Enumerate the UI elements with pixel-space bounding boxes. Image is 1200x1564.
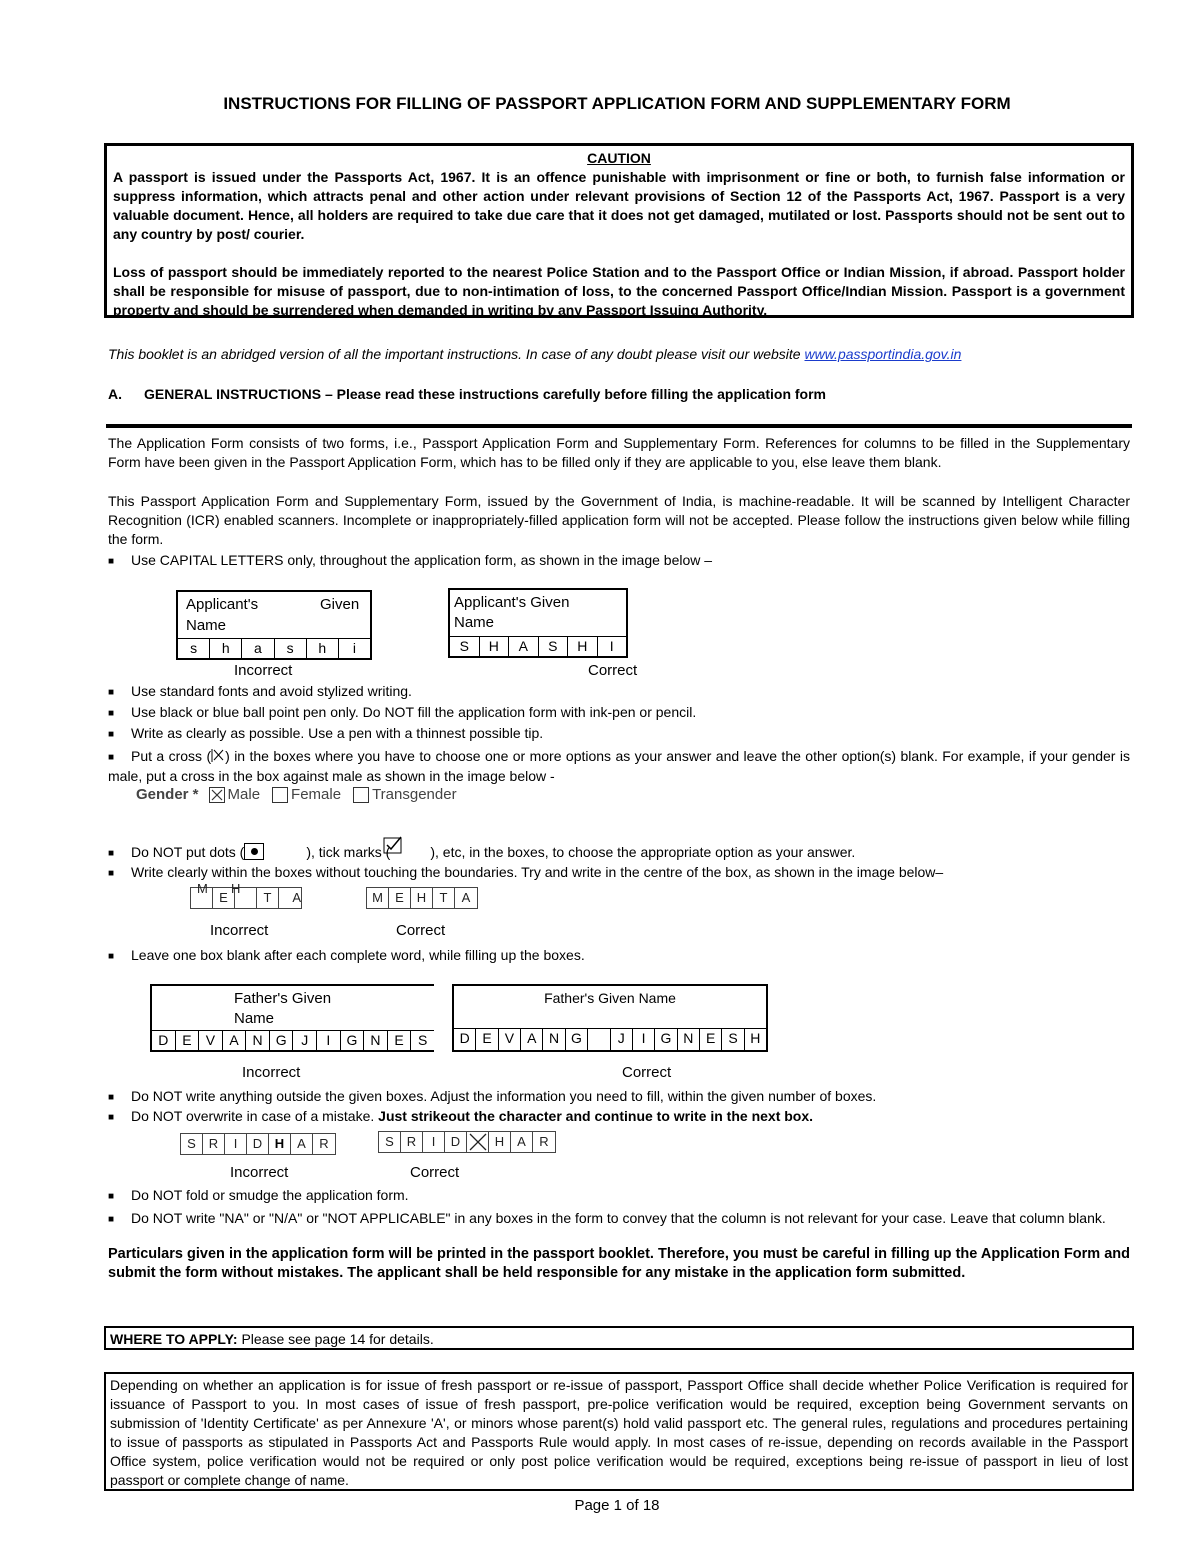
where-to-apply-box <box>104 1326 1134 1350</box>
letter-cell: J <box>293 1031 317 1050</box>
sample-label: Father's Given <box>234 990 332 1007</box>
note-text: This booklet is an abridged version of all the important instructions. In case of any doubt please visit our website <box>108 346 805 362</box>
overwritten-letter-cell: H <box>269 1134 291 1154</box>
bullet-write-clearly: ■ Write as clearly as possible. Use a pen with a thinnest possible tip. <box>108 725 544 741</box>
mehta-correct-sample <box>366 887 478 909</box>
website-link[interactable]: www.passportindia.gov.in <box>804 346 962 362</box>
bullet-text: Leave one box blank after each complete word, while filling up the boxes. <box>131 947 585 963</box>
bullet-leave-blank: ■ Leave one box blank after each complete word, while filling up the boxes. <box>108 947 585 963</box>
bullet-text: Do NOT put dots ( <box>131 844 245 860</box>
letter-cell: D <box>152 1031 176 1050</box>
transgender-checkbox-icon <box>353 787 369 803</box>
bullet-text-bold: Just strikeout the character and continue to write in the next box. <box>378 1108 814 1124</box>
letter-cell: I <box>225 1134 247 1154</box>
divider <box>106 424 1132 428</box>
bullet-text: ), tick marks ( <box>306 844 391 860</box>
letter-cell: H <box>489 1132 511 1152</box>
bullet-outside-boxes: ■ Do NOT write anything outside the given boxes. Adjust the information you need to fill, within the given number of boxes. <box>108 1088 877 1104</box>
cross-box-icon <box>211 747 225 763</box>
letter-cell: R <box>401 1132 423 1152</box>
letter-cell: S <box>181 1134 203 1154</box>
page-title: INSTRUCTIONS FOR FILLING OF PASSPORT APPLICATION FORM AND SUPPLEMENTARY FORM <box>223 94 1011 113</box>
letter-cell <box>588 1029 610 1050</box>
sample-label: Given <box>320 596 360 613</box>
letter-cell: A <box>292 890 301 905</box>
letter-cell: E <box>388 1031 412 1050</box>
letter-cell: R <box>203 1134 225 1154</box>
correct-caption: Correct <box>588 662 638 679</box>
letter-cell: M <box>197 881 208 896</box>
father-name-correct-sample <box>452 984 768 1052</box>
letter-cell: A <box>461 890 471 905</box>
letter-cell: I <box>317 1031 341 1050</box>
correct-caption: Correct <box>410 1164 460 1181</box>
letter-cell: I <box>633 1029 655 1050</box>
letter-cell: A <box>223 1031 247 1050</box>
incorrect-caption: Incorrect <box>210 922 269 939</box>
caution-paragraph-2: Loss of passport should be immediately reported to the nearest Police Station and to the Passport Office or Indian Mission, if abroad. Passport holder shall be responsible for misuse of passport, due to non-intimation of loss, to the concerned Passport Office/Indian Mission. Passport is a government property and should be surrendered when demanded in writing by any Passport Issuing Authority. <box>113 264 1125 318</box>
sample-label: Name <box>454 614 495 631</box>
letter-cell: S <box>450 637 480 656</box>
letter-cell: N <box>364 1031 388 1050</box>
correct-caption: Correct <box>396 922 446 939</box>
letter-cell: H <box>411 888 433 908</box>
letter-cell: s <box>178 639 210 658</box>
sample-label: Father's Given Name <box>544 990 676 1006</box>
male-checkbox-crossed-icon <box>209 787 225 803</box>
letter-cell: h <box>307 639 339 658</box>
letter-cell: T <box>257 888 279 908</box>
incorrect-caption: Incorrect <box>230 1164 289 1181</box>
gender-label: Gender * <box>136 786 199 803</box>
letter-cell: D <box>247 1134 269 1154</box>
letter-cell: D <box>454 1029 476 1050</box>
section-letter: A. <box>108 386 122 402</box>
letter-cell: D <box>445 1132 467 1152</box>
letter-cell: s <box>275 639 307 658</box>
caution-box <box>104 143 1134 318</box>
booklet-note <box>108 346 961 362</box>
caution-paragraph-1: A passport is issued under the Passports Act, 1967. It is an offence punishable with imprisonment or fine or both, to furnish false information or suppress information, which attracts penal and other action under relevant provisions of Section 12 of the Passports Act, 1967. Passport is a very valuable document. Hence, all holders are required to take due care that it does not get damaged, mutilated or lost. Passports should not be sent out to any country by post/ courier. <box>113 169 1125 242</box>
letter-cell: V <box>199 1031 223 1050</box>
letter-cell: N <box>246 1031 270 1050</box>
tick-box-icon <box>383 836 403 854</box>
section-a-heading <box>108 386 826 402</box>
female-checkbox-icon <box>272 787 288 803</box>
letter-cell: J <box>611 1029 633 1050</box>
bullet-text: Write as clearly as possible. Use a pen with a thinnest possible tip. <box>131 725 544 741</box>
where-to-apply-text: Please see page 14 for details. <box>237 1331 434 1347</box>
bullet-no-na: ■ Do NOT write "NA" or "N/A" or "NOT APPLICABLE" in any boxes in the form to convey that the column is not relevant for your case. Leave that column blank. <box>108 1210 1106 1226</box>
incorrect-caption: Incorrect <box>234 662 293 679</box>
letter-cell: E <box>389 888 411 908</box>
correct-caption: Correct <box>622 1064 672 1081</box>
section-subtitle: – Please read these instructions carefully before filling the application form <box>321 386 827 402</box>
letter-cell: H <box>480 637 510 656</box>
father-name-incorrect-sample <box>150 984 434 1052</box>
transgender-label: Transgender <box>372 786 457 803</box>
letter-cell: A <box>509 637 539 656</box>
letter-cell: a <box>242 639 274 658</box>
letter-cell: V <box>499 1029 521 1050</box>
letter-cell: A <box>521 1029 543 1050</box>
letter-cell: M <box>367 888 389 908</box>
letter-cell: E <box>176 1031 200 1050</box>
bullet-text: Do NOT fold or smudge the application form. <box>131 1187 409 1203</box>
dot-box-icon <box>244 843 264 860</box>
letter-cell: G <box>655 1029 677 1050</box>
sridhar-incorrect-sample <box>180 1133 336 1155</box>
letter-cell: G <box>566 1029 588 1050</box>
bullet-text: Put a cross ( <box>131 748 212 764</box>
bullet-text: Do NOT write anything outside the given boxes. Adjust the information you need to fill, within the given number of boxes. <box>131 1088 877 1104</box>
letter-cell: E <box>700 1029 722 1050</box>
letter-cell: E <box>476 1029 498 1050</box>
correct-letter-cells <box>454 1028 766 1050</box>
bullet-text: ), etc, in the boxes, to choose the appropriate option as your answer. <box>430 844 856 860</box>
sample-label: Applicant's <box>186 596 259 613</box>
letter-cell: H <box>568 637 598 656</box>
bullet-text: Use standard fonts and avoid stylized writing. <box>131 683 412 699</box>
where-to-apply-label: WHERE TO APPLY: <box>110 1331 238 1347</box>
sridhar-correct-sample <box>378 1131 556 1153</box>
bullet-no-fold: ■ Do NOT fold or smudge the application form. <box>108 1187 409 1203</box>
bullet-text: Write clearly within the boxes without touching the boundaries. Try and write in the centre of the box, as shown in the image below– <box>131 864 944 880</box>
letter-cell: N <box>543 1029 565 1050</box>
bullet-ball-point-pen: ■ Use black or blue ball point pen only. Do NOT fill the application form with ink-pen or pencil. <box>108 704 697 720</box>
letter-cell: H <box>231 881 241 896</box>
sample-label: Name <box>186 617 227 634</box>
letter-cell: h <box>210 639 242 658</box>
bullet-text: Do NOT write "NA" or "N/A" or "NOT APPLICABLE" in any boxes in the form to convey that the column is not relevant for your case. Leave that column blank. <box>131 1210 1106 1226</box>
bullet-standard-fonts: ■ Use standard fonts and avoid stylized writing. <box>108 683 412 699</box>
letter-cell: A <box>291 1134 313 1154</box>
bullet-text: ) in the boxes where you have to choose one or more options as your answer and leave the other option(s) blank. For example, if your gender is male, put a cross in the box against male as shown in the image below - <box>108 748 1130 784</box>
correct-letter-cells <box>450 636 626 656</box>
section-title: GENERAL INSTRUCTIONS <box>144 386 322 402</box>
letter-cell: I <box>609 638 614 654</box>
letter-cell: A <box>511 1132 533 1152</box>
applicant-name-incorrect-sample <box>176 590 372 660</box>
closing-paragraph: Particulars given in the application form will be printed in the passport booklet. Therefore, you must be careful in filling up the Application Form and submit the form without mistakes. The applicant shall be held responsible for any mistake in the application form submitted. <box>108 1246 1130 1281</box>
male-label: Male <box>227 786 261 803</box>
intro-paragraph-2: This Passport Application Form and Supplementary Form, issued by the Government of India, is machine-readable. It will be scanned by Intelligent Character Recognition (ICR) enabled scanners. Incomplete or inappropriately-filled application form will not be accepted. Please follow the instructions given below while filling the form. <box>108 493 1130 547</box>
bullet-text: Use black or blue ball point pen only. Do NOT fill the application form with ink-pen or pencil. <box>131 704 697 720</box>
gender-example <box>136 786 457 803</box>
letter-cell: N <box>678 1029 700 1050</box>
letter-cell: G <box>341 1031 365 1050</box>
letter-cell: G <box>270 1031 294 1050</box>
mehta-incorrect-sample <box>190 881 302 909</box>
incorrect-letter-cells <box>178 638 370 658</box>
intro-paragraph-1: The Application Form consists of two forms, i.e., Passport Application Form and Supplementary Form. References for columns to be filled in the Supplementary Form have been given in the Passport Application Form, which has to be filled only if they are applicable to you, else leave them blank. <box>108 435 1130 470</box>
letter-cell: I <box>423 1132 445 1152</box>
bullet-put-cross: ■ Put a cross ( ) in the boxes where you have to choose one or more options as your answer and leave the other option(s) blank. For example, if your gender is male, put a cross in the box against male as shown in the image below - <box>108 748 1130 784</box>
strikeout-cell-icon <box>467 1132 489 1152</box>
incorrect-caption: Incorrect <box>242 1064 301 1081</box>
police-verification-box: Depending on whether an application is for issue of fresh passport or re-issue of passport, Passport Office shall decide whether Police Verification is required for issuance of Passport to you. In most cases of issue of fresh passport, pre-police verification would be required, exception being Government servants on submission of 'Identity Certificate' as per Annexure 'A', or minors whose parent(s) hold valid passport etc. The general rules, regulations and procedures pertaining to issue of passports as stipulated in Passports Act and Passports Rule would apply. In most cases of re-issue, depending on records available in the Passport Office system, police verification would not be required or only post police verification would be required, exceptions being re-issue of passport in lieu of lost passport or complete change of name. <box>104 1372 1134 1491</box>
sample-label: Applicant's Given <box>454 594 570 611</box>
letter-cell: i <box>352 640 356 656</box>
incorrect-letter-cells <box>152 1030 434 1050</box>
bullet-text: Use CAPITAL LETTERS only, throughout the application form, as shown in the image below – <box>131 552 713 568</box>
female-label: Female <box>291 786 342 803</box>
letter-cell: S <box>379 1132 401 1152</box>
letter-cell: R <box>539 1134 549 1149</box>
caution-heading: CAUTION <box>587 150 651 166</box>
applicant-name-correct-sample <box>448 588 628 658</box>
letter-cell: T <box>433 888 455 908</box>
letter-cell: R <box>319 1136 329 1151</box>
bullet-no-overwrite: ■ Do NOT overwrite in case of a mistake. Just strikeout the character and continue to write in the next box. <box>108 1108 814 1124</box>
bullet-capital-letters: ■ Use CAPITAL LETTERS only, throughout the application form, as shown in the image below – <box>108 552 713 568</box>
letter-cell: S <box>722 1029 744 1050</box>
letter-cell: E <box>213 888 235 908</box>
letter-cell: S <box>539 637 569 656</box>
letter-cell: H <box>750 1030 761 1046</box>
page-number: Page 1 of 18 <box>574 1497 660 1514</box>
bullet-no-dots: ■ Do NOT put dots ( ), tick marks ( ), etc, in the boxes, to choose the appropriate option as your answer. <box>108 844 856 860</box>
sample-label: Name <box>234 1010 275 1027</box>
bullet-within-boxes: ■ Write clearly within the boxes without touching the boundaries. Try and write in the centre of the box, as shown in the image below– <box>108 864 944 880</box>
letter-cell: S <box>417 1032 428 1048</box>
bullet-text: Do NOT overwrite in case of a mistake. <box>131 1108 379 1124</box>
